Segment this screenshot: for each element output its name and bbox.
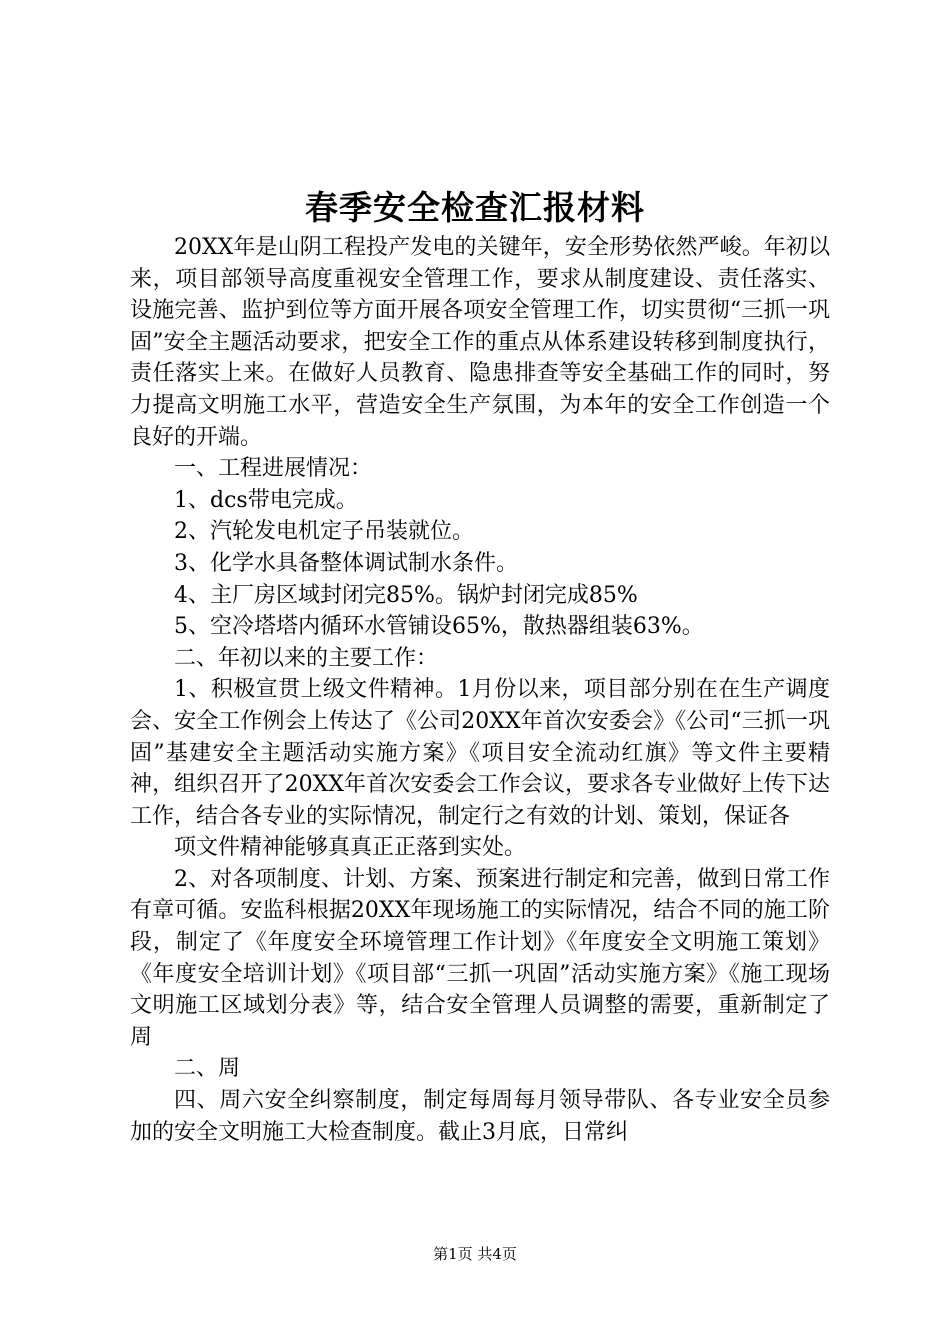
document-title: 春季安全检查汇报材料 [305,188,645,227]
paragraph-work-2: 2、对各项制度、计划、方案、预案进行制定和完善，做到日常工作有章可循。安监科根据20XX年现场施工的实际情况，结合不同的施工阶段，制定了《年度安全环境管理工作计划》《年度安全文明施工策划》《年度安全培训计划》《项目部“三抓一巩固”活动实施方案》《施工现场文明施工区域划分表》等，结合安全管理人员调整的需要，重新制定了周 [130,866,830,1050]
document-body [130,232,830,1148]
paragraph-work-3: 四、周六安全纠察制度，制定每周每月领导带队、各专业安全员参加的安全文明施工大检查制度。截止3月底，日常纠 [130,1088,830,1145]
page-number-footer: 第1页 共4页 [433,1245,517,1263]
paragraph-work-1-continued: 项文件精神能够真真正正落到实处。 [174,835,527,861]
list-item: 5、空冷塔塔内循环水管铺设65%，散热器组装63%。 [174,614,704,640]
list-item: 2、汽轮发电机定子吊装就位。 [174,519,474,545]
list-item: 3、化学水具备整体调试制水条件。 [174,550,518,576]
paragraph-intro: 20XX年是山阴工程投产发电的关键年，安全形势依然严峻。年初以来，项目部领导高度重视安全管理工作，要求从制度建设、责任落实、设施完善、监护到位等方面开展各项安全管理工作，切实贯彻“三抓一巩固”安全主题活动要求，把安全工作的重点从体系建设转移到制度执行，责任落实上来。在做好人员教育、隐患排查等安全基础工作的同时，努力提高文明施工水平，营造安全生产氛围，为本年的安全工作创造一个良好的开端。 [130,235,830,450]
paragraph-fragment: 二、周 [174,1056,241,1082]
list-item: 1、dcs带电完成。 [174,487,358,513]
list-item: 4、主厂房区域封闭完85%。锅炉封闭完成85% [174,582,638,608]
heading-main-work: 二、年初以来的主要工作： [174,645,439,671]
paragraph-work-1: 1、积极宣贯上级文件精神。1月份以来，项目部分别在在生产调度会、安全工作例会上传达了《公司20XX年首次安委会》《公司“三抓一巩固”基建安全主题活动实施方案》《项目安全流动红旗》等文件主要精神，组织召开了20XX年首次安委会工作会议，要求各专业做好上传下达工作，结合各专业的实际情况，制定行之有效的计划、策划，保证各 [130,677,830,829]
heading-project-progress: 一、工程进展情况： [174,456,373,482]
